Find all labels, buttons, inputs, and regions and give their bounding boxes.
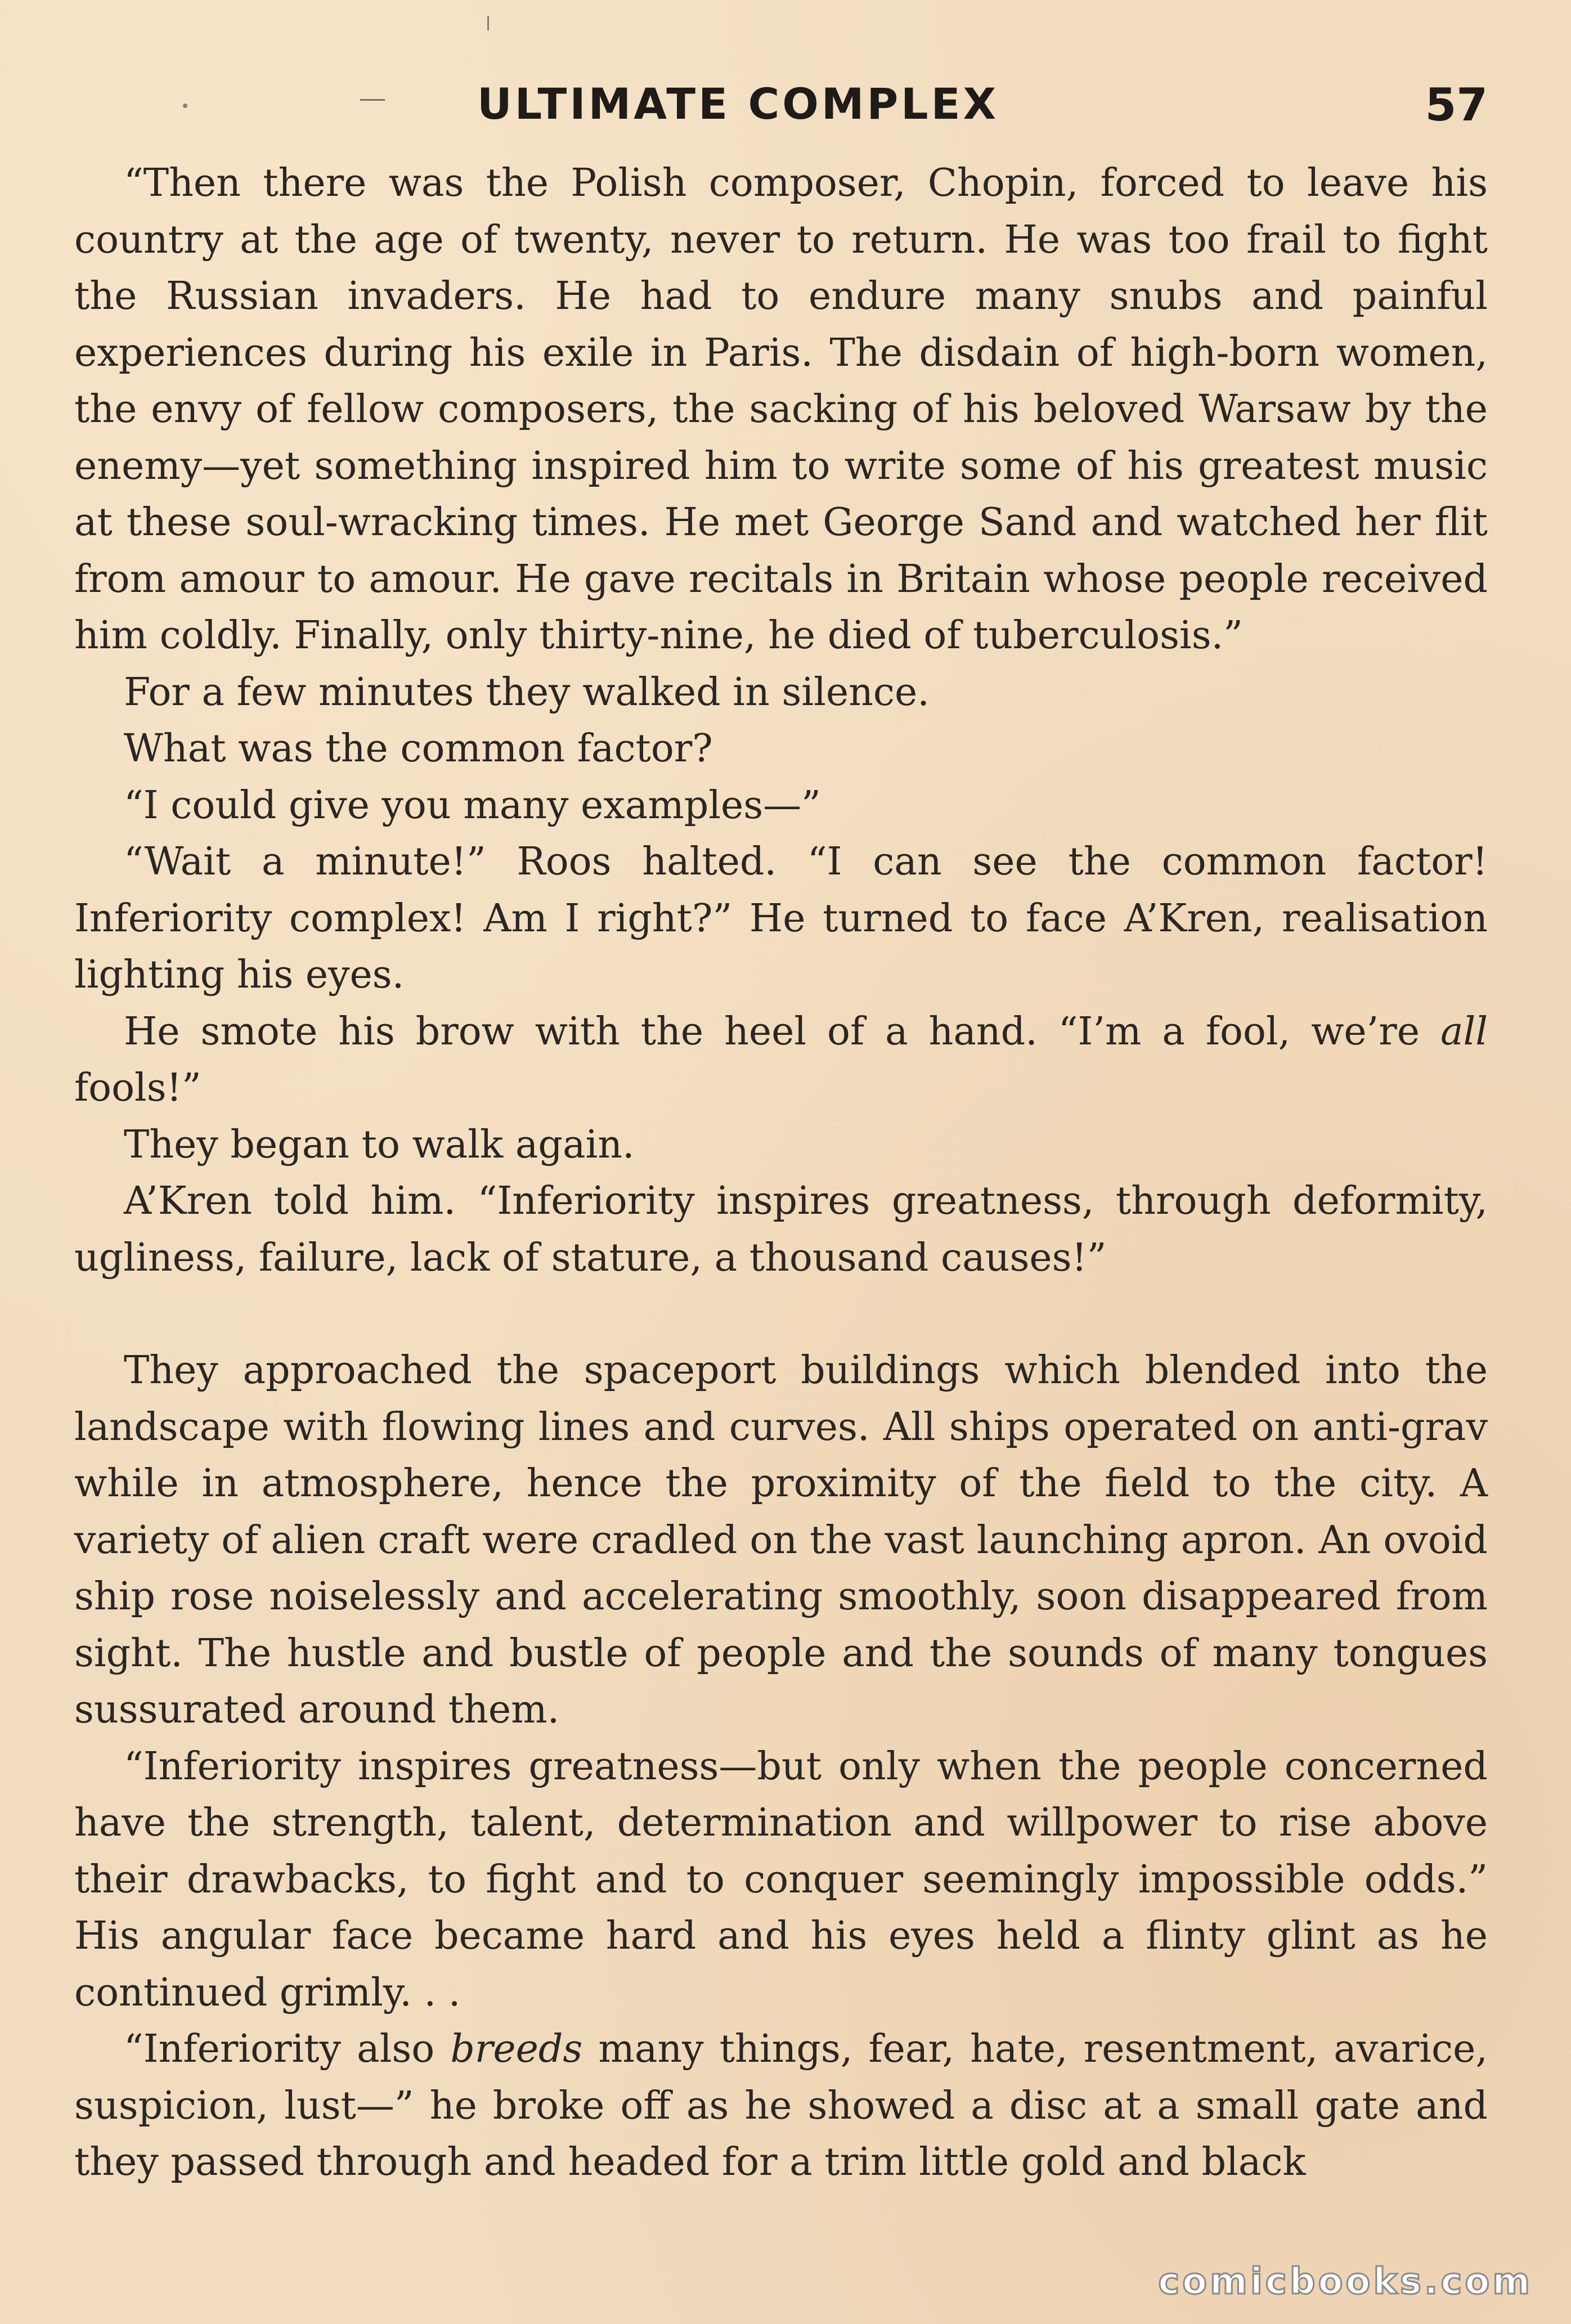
- paragraph-6: [74, 1004, 1488, 1117]
- paragraph-11-end: many things, fear, hate, resentment, avarice, suspicion, lust—” he broke off as he showed a disc at a small gate and they passed through and headed for a trim little gold and black: [74, 2027, 1488, 2184]
- paragraph-1: “Then there was the Polish composer, Chopin, forced to leave his country at the age of twenty, never to return. He was too frail to fight the Russian invaders. He had to endure many snubs and painful experiences during his exile in Paris. The disdain of high-born women, the envy of fellow composers, the sacking of his beloved Warsaw by the enemy—yet something inspired him to write some of his greatest music at these soul-wracking times. He met George Sand and watched her flit from amour to amour. He gave recitals in Britain whose people received him coldly. Finally, only thirty-nine, he died of tuberculosis.”: [74, 161, 1488, 658]
- paragraph-11-start: “Inferiority also: [124, 2027, 451, 2071]
- paragraph-3: What was the common factor?: [124, 726, 713, 771]
- paragraph-9: They approached the spaceport buildings which blended into the landscape with flowing lines and curves. All ships operated on anti-grav while in atmosphere, hence the proximity of the field to the city. A variety of alien craft were cradled on the vast launching apron. An ovoid ship rose noiselessly and accelerating smoothly, soon disappeared from sight. The hustle and bustle of people and the sounds of many tongues sussurated around them.: [74, 1348, 1488, 1732]
- page-header: [0, 79, 1571, 141]
- paragraph-7: They began to walk again.: [124, 1122, 635, 1167]
- running-title: ULTIMATE COMPLEX: [477, 79, 999, 129]
- paragraph-6-italic: all: [1440, 1009, 1488, 1054]
- paragraph-2: For a few minutes they walked in silence.: [124, 670, 930, 715]
- paragraph-6-end: fools!”: [74, 1066, 201, 1110]
- header-dot: [183, 104, 187, 108]
- paragraph-11-italic: breeds: [450, 2027, 583, 2071]
- paragraph-8: A’Kren told him. “Inferiority inspires greatness, through deformity, ugliness, failure, lack of stature, a thousand causes!”: [74, 1179, 1488, 1280]
- paragraph-10: “Inferiority inspires greatness—but only when the people concerned have the strength, talent, determination and willpower to rise above their drawbacks, to fight and to conquer seemingly impossible odds.” His angular face became hard and his eyes held a flinty glint as he continued grimly. . .: [74, 1744, 1488, 2015]
- paragraph-6-start: He smote his brow with the heel of a hand. “I’m a fool, we’re: [124, 1009, 1440, 1054]
- paragraph-4: “I could give you many examples—”: [124, 783, 821, 828]
- paragraph-11: [74, 2021, 1488, 2191]
- page-number: 57: [1425, 79, 1488, 131]
- header-dash: [360, 99, 385, 101]
- story-text: [74, 155, 1488, 2191]
- site-watermark: comicbooks.com: [1158, 2261, 1533, 2303]
- page-mark: [487, 16, 489, 30]
- paragraph-5: “Wait a minute!” Roos halted. “I can see the common factor! Inferiority complex! Am I right?” He turned to face A’Kren, realisation lighting his eyes.: [74, 840, 1488, 997]
